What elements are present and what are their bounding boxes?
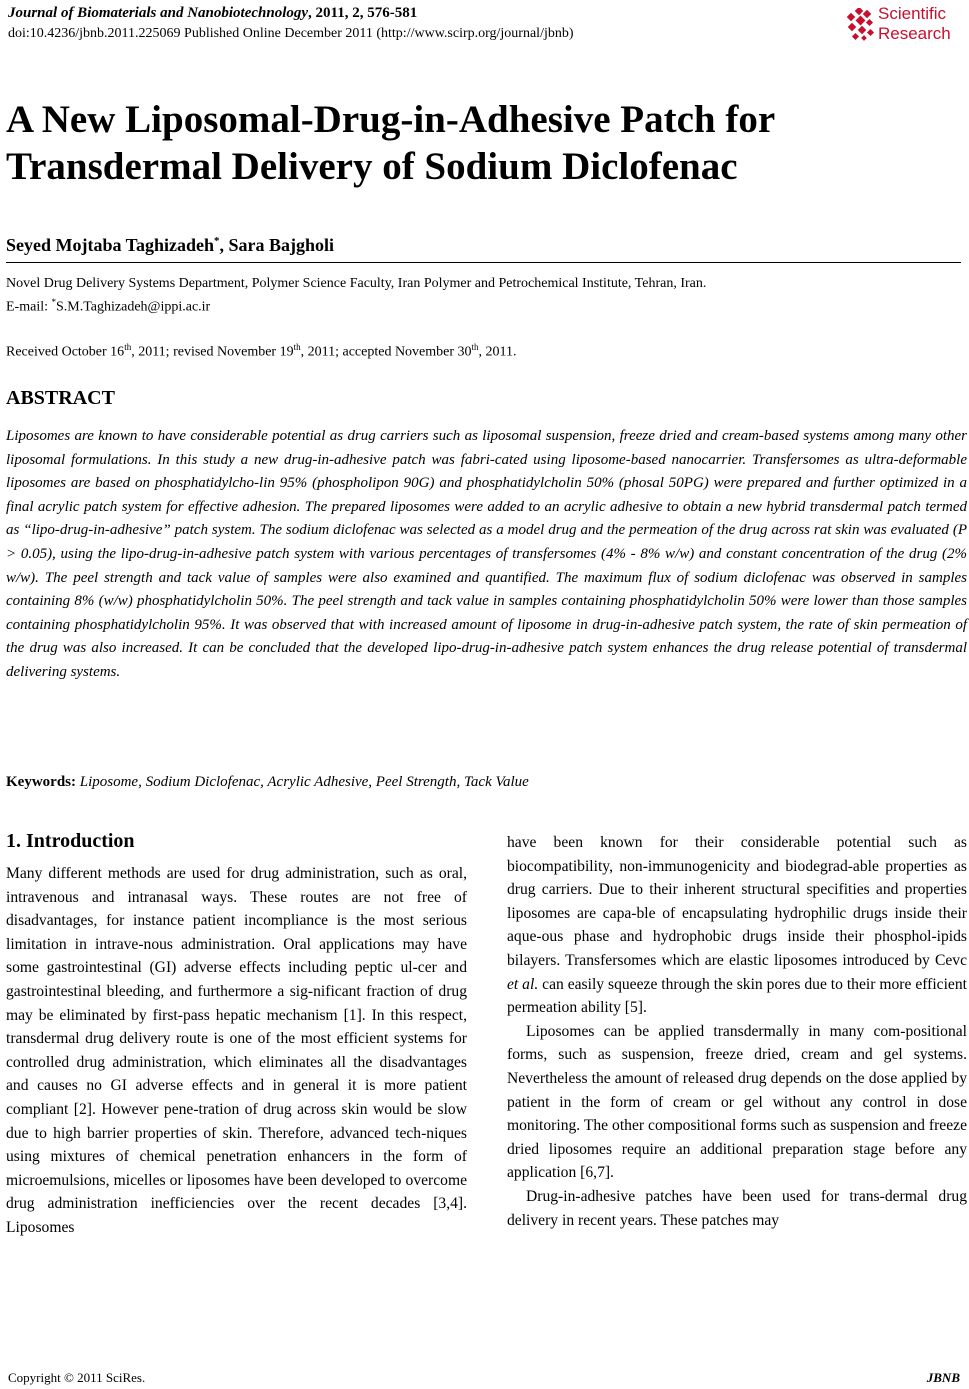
paragraph-text: have been known for their considerable potential such as biocompatibility, non-immunogenicity and biodegrad-able properties as drug carriers. Due to their inherent structural specifities and properties liposomes are capa-ble of encapsulating hydrophilic drugs inside their aque-ous phase and hydrophobic drugs inside their phosphol-ipids bilayers. Transfersomes which are elastic liposomes introduced by Cevc — [507, 834, 967, 969]
email-address[interactable]: S.M.Taghizadeh@ippi.ac.ir — [56, 299, 211, 315]
ordinal-suffix: th — [293, 342, 301, 352]
corresponding-mark: * — [214, 235, 220, 247]
copyright-notice: Copyright © 2011 SciRes. — [8, 1370, 146, 1385]
abstract-text: Liposomes are known to have considerable potential as drug carriers such as liposomal suspension, freeze dried and cream-based systems among many other liposomal formulations. In this study a new drug-in-adhesive patch was fabri-cated using liposome-based nanocarrier. Transfersomes as ultra-deformable liposomes are based on phosphatidylcho-lin 95% (phospholipon 90G) and phosphatidylcholin 50% (phosal 50PG) were prepared and further optimized in a final acrylic patch system for effective adhesion. The prepared liposomes were added to an acrylic adhesive to obtain a new hybrid transdermal patch termed as “lipo-drug-in-adhesive” patch system. The sodium diclofenac was selected as a model drug and the permeation of the drug across rat skin was evaluated (P > 0.05), using the lipo-drug-in-adhesive patch system with various percentages of transfersomes (4% - 8% w/w) and constant concentration of the drug (2% w/w). The peel strength and tack value of samples were also examined and quantified. The maximum flux of sodium diclofenac was observed in samples containing 8% (w/w) phosphatidylcholin 50%. The peel strength and tack value in samples containing phosphatidylcholin 50% were lower than those samples containing phosphatidylcholin 95%. It was observed that with increased amount of liposome in drug-in-adhesive patch system, the rate of skin permeation of the drug was also increased. It can be concluded that the developed lipo-drug-in-adhesive patch system enhances the drug release potential of transdermal delivering systems. — [6, 428, 967, 680]
paragraph-text: can easily squeeze through the skin pores due to their more efficient permeation ability [5]. — [507, 975, 967, 1017]
abstract-heading: ABSTRACT — [6, 387, 115, 409]
ordinal-suffix: th — [124, 342, 132, 352]
keywords-line — [6, 772, 529, 792]
logo-line-2: Research — [878, 24, 951, 43]
journal-abbreviation: JBNB — [926, 1370, 960, 1385]
volume-info: , 2011, 2, 576-581 — [308, 5, 418, 21]
et-al: et al. — [507, 975, 539, 993]
keywords-label: Keywords — [6, 774, 71, 790]
email-mark: * — [51, 297, 56, 307]
page-header — [8, 4, 968, 50]
received-dates — [6, 338, 517, 362]
body-paragraph-3: Drug-in-adhesive patches have been used for trans-dermal drug delivery in recent years. These patches may — [507, 1187, 967, 1229]
intro-paragraph-1: Many different methods are used for drug administration, such as oral, intravenous and intranasal ways. These routes are not free of disadvantages, for instance patient incompliance is the most serious limitation in intrave-nous administration. Oral applications may have some gastrointestinal (GI) adverse effects including peptic ul-cer and gastrointestinal bleeding, and furthermore a sig-nificant fraction of drug may be eliminated by first-pass hepatic mechanism [1]. In this respect, transdermal drug delivery route is one of the most efficient systems for controlled drug administration, which eliminates all the disadvantages and causes no GI adverse effects and in general it is more patient compliant [2]. However pene-tration of drug across skin would be slow due to high barrier properties of skin. Therefore, advanced tech-niques using mixtures of chemical penetration enhancers in the form of microemulsions, micelles or liposomes have been developed to overcome drug administration inefficiencies over the recent decades [3,4]. Liposomes — [6, 865, 467, 1236]
affiliation-block — [6, 274, 706, 317]
keywords-list: Liposome, Sodium Diclofenac, Acrylic Adhesive, Peel Strength, Tack Value — [79, 774, 529, 790]
logo-line-1: Scientific — [878, 4, 947, 23]
body-paragraph-continued — [507, 831, 967, 1020]
scientific-research-logo-icon — [844, 8, 878, 42]
publisher-logo — [844, 4, 964, 46]
accepted-year: , 2011. — [478, 344, 517, 360]
author-1: Seyed Mojtaba Taghizadeh — [6, 235, 215, 255]
title-divider — [6, 262, 961, 263]
paper-title: A New Liposomal-Drug-in-Adhesive Patch for Transdermal Delivery of Sodium Diclofenac — [6, 98, 775, 188]
email-label: E-mail: — [6, 299, 52, 315]
journal-name: Journal of Biomaterials and Nanobiotechnology — [8, 5, 309, 21]
logo-text — [878, 4, 951, 44]
doi-line: doi:10.4236/jbnb.2011.225069 Published Online December 2011 (http://www.scirp.org/journal/jbnb) — [8, 26, 574, 41]
body-paragraph-2: Liposomes can be applied transdermally in many com-positional forms, such as suspension, freeze dried, cream and gel systems. Nevertheless the amount of released drug depends on the dose applied by patient in the form of cream or gel without any control in dose monitoring. The other compositional forms such as suspension and freeze dried liposomes require an additional preparation stage before any application [6,7]. — [507, 1022, 967, 1182]
journal-citation — [8, 4, 968, 22]
right-column — [507, 831, 967, 1232]
keywords-colon: : — [71, 774, 80, 790]
revised-date: , 2011; revised November 19 — [131, 344, 294, 360]
email-line — [6, 293, 706, 317]
left-column — [6, 829, 467, 1240]
affiliation: Novel Drug Delivery Systems Department, Polymer Science Faculty, Iran Polymer and Petrochemical Institute, Tehran, Iran. — [6, 276, 707, 291]
received-date: Received October 16 — [6, 344, 125, 360]
ordinal-suffix: th — [471, 342, 479, 352]
author-line — [6, 230, 334, 256]
section-heading-introduction: 1. Introduction — [6, 830, 135, 852]
author-separator: , — [219, 235, 229, 255]
accepted-date: , 2011; accepted November 30 — [300, 344, 472, 360]
author-2: Sara Bajgholi — [228, 235, 335, 255]
